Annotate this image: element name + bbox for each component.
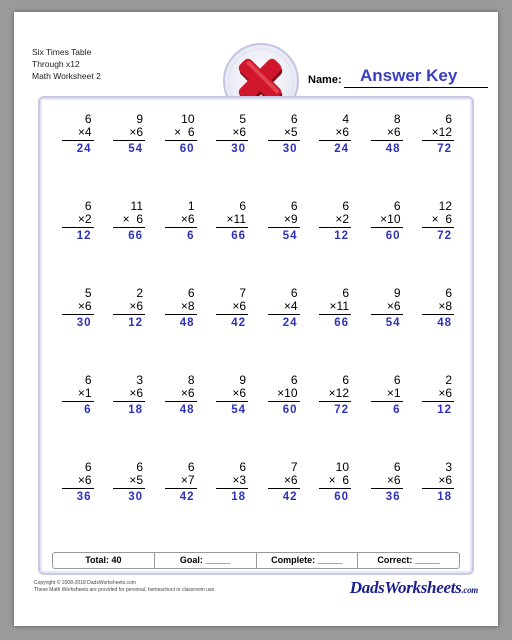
logo-main: DadsWorksheets — [349, 578, 462, 597]
problem-answer-line — [216, 140, 248, 141]
problem-answer: 48 — [437, 317, 452, 329]
problem — [205, 286, 257, 373]
title-line-1: Six Times Table — [32, 47, 92, 57]
problem — [359, 373, 411, 460]
problem-answer-line — [371, 140, 403, 141]
problem-multiplier: ×5 — [129, 473, 143, 487]
problem-top-number: 6 — [393, 199, 401, 213]
problem-answer: 48 — [179, 404, 195, 416]
problem — [359, 199, 411, 286]
problem-answer: 60 — [282, 404, 298, 416]
problem — [102, 460, 154, 547]
worksheet-page — [14, 12, 498, 626]
problem — [102, 373, 154, 460]
problem-multiplier: ×12 — [328, 386, 349, 400]
score-bar — [52, 552, 460, 569]
problem-answer-line — [422, 401, 454, 402]
problem — [256, 460, 308, 547]
problem-answer: 12 — [334, 230, 349, 242]
problem-top-number: 6 — [187, 460, 195, 474]
problem-multiplier: ×11 — [226, 212, 246, 226]
problem — [359, 286, 411, 373]
problem-answer: 72 — [437, 230, 452, 242]
problem — [411, 286, 463, 373]
problem-top-number: 8 — [187, 373, 195, 387]
problem-answer-line — [113, 488, 145, 489]
problem-answer-line — [319, 401, 351, 402]
problem — [153, 460, 205, 547]
problem — [411, 460, 463, 547]
problem-answer-line — [62, 488, 94, 489]
problem — [102, 199, 154, 286]
problem — [50, 286, 102, 373]
problem-answer: 42 — [282, 491, 298, 503]
total-label: Total: 40 — [53, 553, 155, 568]
name-field — [308, 64, 488, 88]
problem-answer-line — [319, 227, 351, 228]
problem-top-number: 10 — [335, 460, 349, 474]
problem — [359, 460, 411, 547]
problem-answer-line — [113, 401, 145, 402]
problem-top-number: 6 — [84, 199, 92, 213]
problem-multiplier: ×1 — [77, 386, 92, 400]
problem-row — [50, 460, 462, 547]
problem-answer: 54 — [128, 143, 143, 155]
problem-answer: 12 — [437, 404, 452, 416]
problem-answer: 30 — [282, 143, 298, 155]
problem-answer: 30 — [128, 491, 143, 503]
problem-answer: 60 — [334, 491, 349, 503]
problem — [308, 112, 360, 199]
problem-answer: 30 — [231, 143, 246, 155]
problem-multiplier: ×3 — [232, 473, 246, 487]
problem — [153, 373, 205, 460]
problem-answer-line — [422, 488, 454, 489]
problem-top-number: 2 — [136, 286, 143, 300]
problem-top-number: 10 — [181, 112, 195, 126]
problem-answer: 48 — [385, 143, 401, 155]
problem-answer-line — [371, 227, 403, 228]
problem — [308, 460, 360, 547]
problem-answer: 72 — [334, 404, 349, 416]
problem-top-number: 5 — [84, 286, 92, 300]
problem-top-number: 5 — [239, 112, 246, 126]
problem-top-number: 6 — [290, 373, 298, 387]
problem-multiplier: × 6 — [431, 212, 452, 226]
site-logo — [350, 578, 478, 598]
problem-answer: 66 — [128, 230, 143, 242]
problem-answer: 12 — [76, 230, 92, 242]
problem-top-number: 6 — [290, 199, 298, 213]
problem-answer-line — [62, 140, 94, 141]
problem-answer-line — [371, 314, 403, 315]
problem-top-number: 4 — [342, 112, 349, 126]
problem-answer-line — [113, 314, 145, 315]
problem-answer-line — [268, 401, 300, 402]
problem — [411, 199, 463, 286]
problem-answer: 30 — [76, 317, 92, 329]
problem-top-number: 9 — [393, 286, 401, 300]
problem — [256, 112, 308, 199]
problem-top-number: 11 — [130, 199, 143, 213]
problem-multiplier: × 6 — [328, 473, 349, 487]
problem — [50, 199, 102, 286]
problem — [102, 286, 154, 373]
problem-answer-line — [268, 227, 300, 228]
problem-answer-line — [422, 140, 454, 141]
problem-answer-line — [422, 227, 454, 228]
problem-answer-line — [422, 314, 454, 315]
problem-answer-line — [319, 488, 351, 489]
problem-answer: 18 — [437, 491, 452, 503]
problem-top-number: 3 — [445, 460, 452, 474]
problem-multiplier: ×6 — [386, 299, 401, 313]
problem-top-number: 7 — [290, 460, 298, 474]
problem-top-number: 6 — [290, 112, 298, 126]
problem-top-number: 6 — [84, 373, 92, 387]
problem-answer-line — [268, 314, 300, 315]
name-line — [344, 87, 488, 88]
problem-multiplier: ×6 — [232, 125, 246, 139]
problem-multiplier: × 6 — [122, 212, 143, 226]
problem-answer-line — [165, 140, 197, 141]
logo-suffix: .com — [461, 585, 478, 595]
problem-answer: 48 — [179, 317, 195, 329]
problem-answer: 54 — [385, 317, 401, 329]
problem-multiplier: ×6 — [180, 212, 195, 226]
copyright-line-1: Copyright © 2008-2018 DadsWorksheets.com — [34, 580, 136, 586]
problem-answer: 72 — [437, 143, 452, 155]
problem-answer: 60 — [179, 143, 195, 155]
problem-top-number: 9 — [239, 373, 246, 387]
problem-answer-line — [371, 401, 403, 402]
problem — [359, 112, 411, 199]
problem-answer-line — [268, 488, 300, 489]
problem-answer-line — [165, 401, 197, 402]
problem-top-number: 6 — [239, 199, 246, 213]
complete-label: Complete: _____ — [257, 553, 359, 568]
problem-multiplier: ×6 — [77, 473, 92, 487]
goal-label: Goal: _____ — [155, 553, 257, 568]
problem-multiplier: ×11 — [329, 299, 349, 313]
answer-key-label: Answer Key — [360, 66, 458, 85]
worksheet-title — [32, 46, 101, 82]
problem-answer-line — [371, 488, 403, 489]
problem-multiplier: ×10 — [277, 386, 298, 400]
problem-top-number: 6 — [445, 286, 452, 300]
problem-multiplier: × 6 — [174, 125, 195, 139]
copyright-notice — [34, 580, 216, 594]
problem-multiplier: ×2 — [335, 212, 349, 226]
problem-multiplier: ×10 — [380, 212, 401, 226]
problem-answer-line — [319, 140, 351, 141]
problem-multiplier: ×6 — [129, 386, 143, 400]
title-line-2: Through x12 — [32, 59, 80, 69]
problem-answer: 18 — [128, 404, 143, 416]
problem-multiplier: ×8 — [438, 299, 452, 313]
problem-answer: 36 — [385, 491, 401, 503]
problem-top-number: 3 — [136, 373, 143, 387]
problem-answer: 6 — [84, 404, 92, 416]
problem-answer: 42 — [179, 491, 195, 503]
problem-top-number: 2 — [445, 373, 452, 387]
problem-multiplier: ×5 — [283, 125, 298, 139]
problem-row — [50, 286, 462, 373]
problem-top-number: 7 — [239, 286, 246, 300]
problem-answer-line — [113, 227, 145, 228]
problem-answer-line — [165, 314, 197, 315]
problem-top-number: 6 — [84, 460, 92, 474]
problem — [256, 199, 308, 286]
problem-top-number: 6 — [136, 460, 143, 474]
problem-answer: 42 — [231, 317, 246, 329]
problem — [153, 112, 205, 199]
problem-answer: 6 — [393, 404, 401, 416]
problem-top-number: 6 — [84, 112, 92, 126]
problem — [153, 286, 205, 373]
problem-top-number: 8 — [393, 112, 401, 126]
problem-multiplier: ×6 — [77, 299, 92, 313]
problem-answer-line — [62, 314, 94, 315]
problem-answer-line — [216, 314, 248, 315]
problem — [205, 373, 257, 460]
problem-top-number: 6 — [445, 112, 452, 126]
problem — [153, 199, 205, 286]
problem-answer: 18 — [231, 491, 246, 503]
problem-top-number: 9 — [136, 112, 143, 126]
problem-answer: 66 — [334, 317, 349, 329]
problem-answer: 24 — [282, 317, 298, 329]
problem-answer: 54 — [231, 404, 246, 416]
problem-multiplier: ×6 — [232, 386, 246, 400]
problem — [411, 112, 463, 199]
name-label: Name: — [308, 74, 342, 86]
problem-answer-line — [268, 140, 300, 141]
problem-multiplier: ×6 — [129, 299, 143, 313]
problem-multiplier: ×6 — [180, 386, 195, 400]
problem-answer-line — [113, 140, 145, 141]
problem — [50, 112, 102, 199]
problem-answer-line — [319, 314, 351, 315]
problem-answer-line — [165, 227, 197, 228]
problem-answer-line — [62, 227, 94, 228]
problem-multiplier: ×4 — [77, 125, 92, 139]
problem-multiplier: ×6 — [438, 386, 452, 400]
problem-multiplier: ×6 — [232, 299, 246, 313]
problem-answer: 36 — [76, 491, 92, 503]
problem — [205, 112, 257, 199]
correct-label: Correct: _____ — [377, 555, 440, 565]
problem — [205, 199, 257, 286]
problem-multiplier: ×6 — [335, 125, 349, 139]
problem-multiplier: ×8 — [180, 299, 195, 313]
problem-multiplier: ×6 — [386, 125, 401, 139]
problem-frame — [38, 96, 474, 575]
problem-answer: 24 — [76, 143, 92, 155]
problem-top-number: 12 — [438, 199, 452, 213]
title-line-3: Math Worksheet 2 — [32, 71, 101, 81]
problem-top-number: 6 — [393, 460, 401, 474]
problem-answer: 66 — [231, 230, 246, 242]
problem-top-number: 6 — [342, 373, 349, 387]
problem-top-number: 6 — [342, 286, 349, 300]
problem-answer: 24 — [334, 143, 349, 155]
problem-multiplier: ×6 — [438, 473, 452, 487]
problem-multiplier: ×12 — [431, 125, 452, 139]
problem-answer: 6 — [187, 230, 195, 242]
problem — [411, 373, 463, 460]
problem-top-number: 6 — [290, 286, 298, 300]
problem-top-number: 6 — [239, 460, 246, 474]
problem-answer-line — [216, 488, 248, 489]
problem — [205, 460, 257, 547]
problem-top-number: 6 — [393, 373, 401, 387]
problem-top-number: 6 — [342, 199, 349, 213]
problem-answer-line — [216, 401, 248, 402]
problem-answer: 12 — [128, 317, 143, 329]
problem-answer: 60 — [385, 230, 401, 242]
problem — [308, 373, 360, 460]
problem-row — [50, 112, 462, 199]
copyright-line-2: These Math Worksheets are provided for personal, homeschool or classroom use. — [34, 587, 216, 593]
problem — [256, 373, 308, 460]
problem-multiplier: ×6 — [129, 125, 143, 139]
problem — [256, 286, 308, 373]
problem-multiplier: ×9 — [283, 212, 298, 226]
problem — [50, 373, 102, 460]
problem-answer-line — [62, 401, 94, 402]
problem — [308, 199, 360, 286]
problem-top-number: 6 — [187, 286, 195, 300]
problem-multiplier: ×7 — [180, 473, 195, 487]
problem-multiplier: ×1 — [386, 386, 401, 400]
problem-answer-line — [216, 227, 248, 228]
problem-multiplier: ×6 — [283, 473, 298, 487]
problem-answer: 54 — [282, 230, 298, 242]
problem-grid — [50, 112, 462, 547]
problem-row — [50, 199, 462, 286]
problem-top-number: 1 — [187, 199, 195, 213]
problem-multiplier: ×2 — [77, 212, 92, 226]
problem-multiplier: ×4 — [283, 299, 298, 313]
problem — [102, 112, 154, 199]
problem — [308, 286, 360, 373]
problem-row — [50, 373, 462, 460]
problem-answer-line — [165, 488, 197, 489]
problem-multiplier: ×6 — [386, 473, 401, 487]
problem — [50, 460, 102, 547]
